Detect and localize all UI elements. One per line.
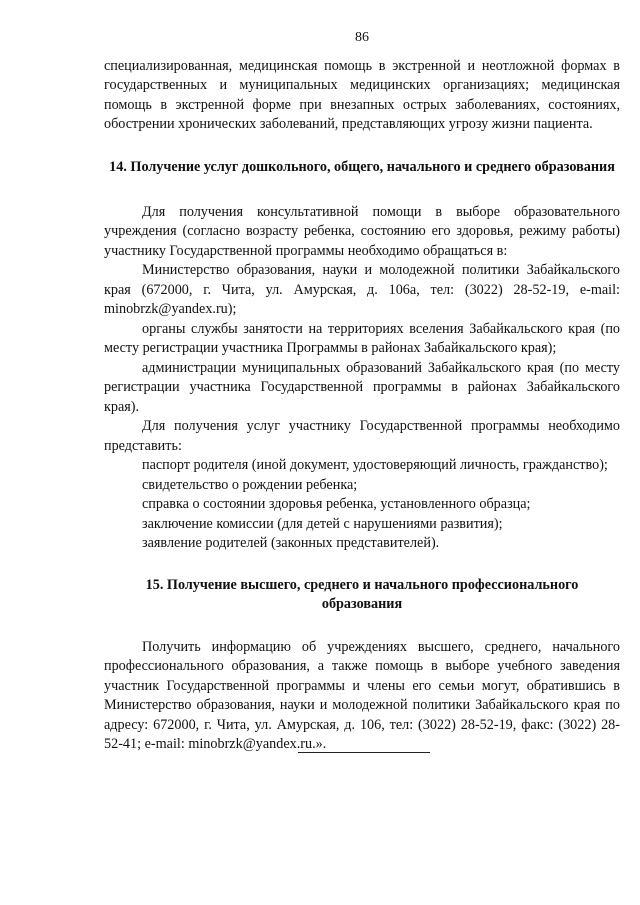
page-number: 86 <box>355 30 369 45</box>
section-14-paragraph: Министерство образования, науки и молодежной политики Забайкальского края (672000, г. Чита, ул. Амурская, д. 106а, тел: (3022) 28-52-19, e-mail: minobrzk@yandex.ru); <box>104 262 620 317</box>
intro-paragraph: специализированная, медицинская помощь в экстренной и неотложной формах в государственных и муниципальных медицинских организациях; медицинская помощь в экстренной форме при внезапных острых заболеваниях, состояниях, обострении хронических заболеваний, представляющих угрозу жизни пациента. <box>104 57 620 132</box>
section-14-list-item: заявление родителей (законных представителей). <box>142 535 440 551</box>
section-15-heading: 15. Получение высшего, среднего и начального профессионального образования <box>145 576 579 612</box>
document-page <box>104 28 620 755</box>
section-14-list-item: свидетельство о рождении ребенка; <box>142 476 358 493</box>
end-separator-line <box>298 752 430 753</box>
section-14-list-item: заключение комиссии (для детей с нарушениями развития); <box>142 515 503 532</box>
section-14-heading: 14. Получение услуг дошкольного, общего, начального и среднего образования <box>109 158 615 175</box>
section-14-paragraph: Для получения услуг участнику Государственной программы необходимо представить: <box>104 418 620 454</box>
section-14-list-item: справка о состоянии здоровья ребенка, установленного образца; <box>142 496 531 512</box>
section-14-list-item: паспорт родителя (иной документ, удостоверяющий личность, гражданство); <box>142 457 608 473</box>
section-14-paragraph: Для получения консультативной помощи в выборе образовательного учреждения (согласно возрасту ребенка, состоянию его здоровья, режиму работы) участнику Государственной программы необходимо обращаться в: <box>104 203 620 259</box>
section-14-paragraph: администрации муниципальных образований Забайкальского края (по месту регистрации участника Государственной программы в районах Забайкальского края). <box>104 359 620 415</box>
section-14-paragraph: органы службы занятости на территориях вселения Забайкальского края (по месту регистрации участника Программы в районах Забайкальского края); <box>104 320 620 356</box>
section-15-paragraph: Получить информацию об учреждениях высшего, среднего, начального профессионального образования, а также помощь в выборе учебного заведения участник Государственной программы и члены его семьи могут, обратившись в Министерство образования, науки и молодежной политики Забайкальского края по адресу: 672000, г. Чита, ул. Амурская, д. 106, тел: (3022) 28-52-19, факс: (3022) 28-52-41; e-mail: minobrzk@yandex.ru.». <box>104 638 620 752</box>
